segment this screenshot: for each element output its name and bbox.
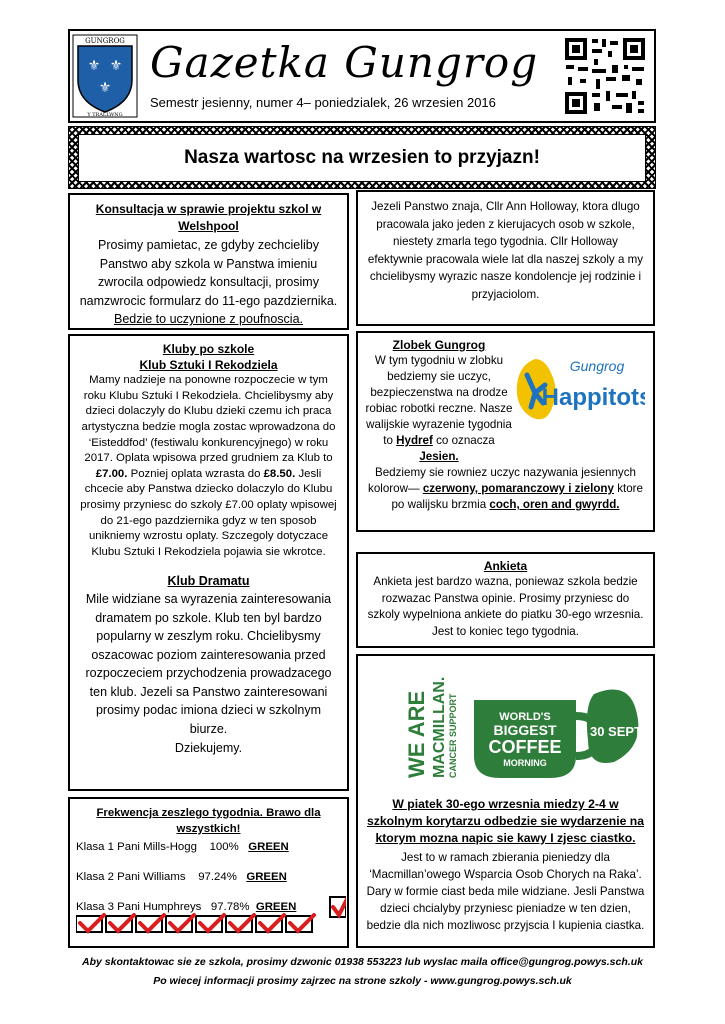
macmillan-heading: W piatek 30-ego wrzesnia miedzy 2-4 w szkolnym korytarzu odbedzie sie wydarzenie na ktorym mozna napic sie kawy I zjesc ciastko. (366, 797, 645, 845)
clubs-box (68, 334, 349, 791)
attendance-heading: Frekwencja zeszlego tygodnia. Brawo dla wszystkich! (96, 807, 321, 835)
class-name: Klasa 3 Pani Humphreys (76, 901, 202, 913)
attendance-box (68, 797, 349, 948)
price-old: £7.00. (95, 467, 128, 480)
art-club-heading: Klub Sztuki I Rekodziela (139, 357, 278, 372)
attendance-row (76, 871, 341, 883)
macmillan-side-3: CANCER SUPPORT (448, 693, 458, 778)
tick-row (76, 895, 346, 940)
survey-body: Ankieta jest bardzo wazna, poniewaz szkola bedzie rozwazac Panstwa opinie. Prosimy przyniesc do szkoly wypelniona ankiete do piatku 30-ego wrzesnia. Jest to koniec tego tygodnia. (367, 575, 644, 638)
cup-text-4: MORNING (503, 758, 547, 768)
happitots-logo (505, 345, 645, 431)
survey-box (356, 552, 655, 648)
survey-heading: Ankieta (483, 559, 528, 573)
crest-bottom-text: Y TRALLWNG (87, 112, 123, 118)
art-body-3: Jesli chcecie aby Panstwa dziecko dolaczylo do Klubu prosimy przyniesc do szkoly £7.00 oplaty wpisowej do 21-ego pazdziernika gdyz w ten sposob unikniemy wzrostu oplaty. Szczegoly dotyczace Klubu Sztuki I Rekodziela pojawia sie wkrotce. (80, 467, 337, 558)
class-percent: 100% (209, 841, 239, 853)
consultation-box (68, 193, 349, 330)
art-body-1: Mamy nadzieje na ponowne rozpoczecie w tym roku Klubu Sztuki I Rekodziela. Chcielibysmy aby dzieci dolaczyly do Klubu dzieki czemu ich praca artystyczna bedzie mogla zostac wprowadzona do ‘Eisteddfod’ (festiwalu konkurencyjnego) w roku 2017. Oplata wpisowa przed grudniem za Klub to (81, 374, 336, 465)
event-date: 30 SEPT (589, 724, 643, 739)
attendance-row (76, 841, 341, 853)
drama-club-heading: Klub Dramatu (167, 574, 250, 589)
class-percent: 97.24% (198, 871, 237, 883)
svg-text:⚜: ⚜ (87, 57, 101, 73)
footer-website: Po wiecej informacji prosimy zajrzec na strone szkoly - www.gungrog.powys.sch.uk (153, 975, 572, 987)
macmillan-side-2: MACMILLAN. (431, 676, 448, 778)
condolence-box (356, 190, 655, 326)
colours-welsh: coch, oren and gwyrdd. (489, 498, 620, 511)
happitots-main: Happitots (541, 384, 645, 411)
cup-text-2: BIGGEST (493, 722, 557, 738)
condolence-body: Jezeli Panstwo znaja, Cllr Ann Holloway, ktora dlugo pracowala jako jeden z kierujacych osob w szkole, niestety zmarla tego tygodnia. Cllr Holloway efektywnie pracowala wiele lat dla naszej szkoly a my chcielibysmy wyrazic nasze kondolencje jej rodzinie i przyjaciolom. (367, 200, 644, 301)
class-name: Klasa 1 Pani Mills-Hogg (76, 841, 197, 853)
cup-text-3: COFFEE (488, 737, 562, 757)
macmillan-body: Jest to w ramach zbierania pieniedzy dla ‘Macmillan’owego Wsparcia Osob Chorych na Raka’. Dary w formie ciast beda mile widziane. Jesli Panstwa dzieci chcialyby przyniesc pieniadze w ten dzien, bedzie dla nich mozliwosc przyjscia I kupienia ciastka. (366, 851, 645, 932)
class-status: GREEN (246, 871, 287, 883)
nursery-body-2: co oznacza (436, 434, 495, 447)
nursery-heading: Zlobek Gungrog (392, 338, 486, 352)
welsh-word: Hydref (396, 434, 433, 447)
crest-top-text: GUNGROG (85, 37, 125, 45)
drama-club-body: Mile widziane sa wyrazenia zainteresowania dramatem po szkole. Klub ten byl bardzo popularny w zeszlym roku. Chcielibysmy oszacowac poziom zainteresowania przed rozpoczeciem przychodzenia prowadzacego ten klub. Jezeli sa Panstwo zainteresowani prosimy podac imiona dzieci w szkolnym biurze. (85, 591, 332, 737)
class-percent: 97.78% (210, 901, 250, 913)
svg-text:⚜: ⚜ (98, 79, 112, 95)
art-body-2: Pozniej oplata wzrasta do (130, 467, 261, 480)
macmillan-box (356, 654, 655, 948)
macmillan-logo (366, 660, 645, 788)
cup-text-1: WORLD'S (499, 711, 551, 723)
macmillan-side-1: WE ARE (404, 690, 429, 778)
class-status: GREEN (255, 901, 297, 913)
welsh-meaning: Jesien. (419, 450, 459, 463)
nursery-box (356, 331, 655, 532)
consultation-note: Bedzie to uczynione z poufnoscia. (113, 312, 303, 326)
happitots-top: Gungrog (569, 358, 625, 374)
nursery-body-4: ktore po walijsku brzmia (391, 482, 643, 511)
page-title: Gazetka Gungrog (150, 38, 539, 87)
art-club-body (78, 373, 339, 560)
clubs-heading: Kluby po szkole (162, 342, 255, 356)
nursery-body-1: W tym tygodniu w zlobku bedziemy sie uczyc, bezpieczenstwa na drodze robiac robotki reczne. Nasze walijskie wyrazenie tygodnia to (365, 354, 513, 447)
consultation-heading: Konsultacja w sprawie projektu szkol w Welshpool (95, 202, 322, 233)
class-status: GREEN (248, 841, 289, 853)
footer-contact: Aby skontaktowac sie ze szkola, prosimy dzwonic 01938 553223 lub wyslac maila office@gungrog.powys.sch.uk (82, 956, 643, 968)
class-name: Klasa 2 Pani Williams (76, 871, 186, 883)
colours-polish: czerwony, pomaranczowy i zielony (422, 482, 614, 495)
nursery-body-3: Bedziemy sie rowniez uczyc nazywania jesiennych kolorow— (368, 466, 636, 495)
price-new: £8.50. (263, 467, 296, 480)
consultation-body: Prosimy pamietac, ze gdyby zechcieliby Panstwo aby szkola w Panstwa imieniu zwrocila odpowiedz konsultacji, prosimy namzwrocic formularz do 11-ego pazdziernika. (79, 238, 338, 308)
svg-text:⚜: ⚜ (109, 57, 123, 73)
qr-code[interactable] (562, 35, 648, 117)
monthly-value-banner: Nasza wartosc na wrzesien to przyjazn! (78, 134, 646, 182)
school-crest (72, 34, 138, 118)
drama-thanks: Dziekujemy. (174, 740, 243, 755)
issue-subtitle: Semestr jesienny, numer 4– poniedzialek, 26 wrzesien 2016 (150, 95, 496, 110)
